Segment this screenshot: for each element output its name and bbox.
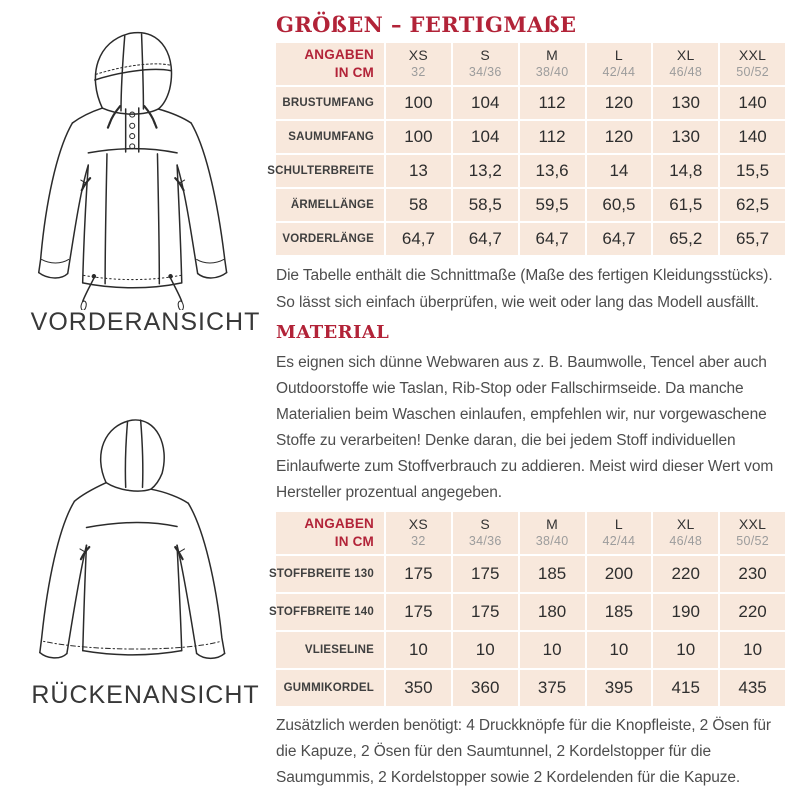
- front-panel-seam-left: [105, 154, 107, 284]
- table-value-cell: 10: [520, 632, 585, 668]
- cuff-left-edge: [39, 273, 68, 278]
- table-value-cell: 190: [653, 594, 718, 630]
- hood-cross-seam: [95, 69, 171, 80]
- table-row-label: GUMMIKORDEL: [276, 670, 384, 706]
- table-value-cell: 180: [520, 594, 585, 630]
- material-section-title: MATERIAL: [276, 322, 390, 343]
- hem-edge: [83, 283, 182, 288]
- table-value-cell: 65,2: [653, 223, 718, 255]
- front-view-drawing: [35, 22, 250, 310]
- table-value-cell: 350: [386, 670, 451, 706]
- table-size-column-header: XL 46/48: [653, 512, 718, 554]
- material-body-text: Es eignen sich dünne Webwaren aus z. B. Baumwolle, Tencel aber auch Outdoorstoffe wie Taslan, Rib-Stop oder Fallschirmseide. Da manche Materialien beim Waschen einlaufen, empfehlen wir, nur vorgewaschene Stoffe zu verarbeiten! Denke daran, die bei jedem Stoff individuellen Einlaufwerte zum Stoffverbrauch zu addieren. Meist wird dieser Wert vom Hersteller prozentual angegeben.: [276, 354, 774, 501]
- back-side-cord-right: [175, 547, 182, 559]
- back-side-cord-left-tip: [80, 549, 85, 552]
- front-panel-seam-right: [157, 154, 159, 284]
- table-value-cell: 130: [653, 87, 718, 119]
- table-value-cell: 360: [453, 670, 518, 706]
- table-value-cell: 104: [453, 87, 518, 119]
- back-yoke-seam: [87, 522, 178, 527]
- table-row-label: VORDERLÄNGE: [276, 223, 384, 255]
- table-value-cell: 112: [520, 121, 585, 153]
- table-value-cell: 13,2: [453, 155, 518, 187]
- hood-back-panel-right: [141, 420, 143, 487]
- table-value-cell: 220: [653, 556, 718, 592]
- table-value-cell: 140: [720, 87, 785, 119]
- hood-back-outline: [101, 420, 165, 489]
- table-value-cell: 60,5: [587, 189, 652, 221]
- hem-cord-right: [171, 278, 182, 301]
- table-value-cell: 58,5: [453, 189, 518, 221]
- table-size-column-header: M 38/40: [520, 43, 585, 85]
- table-value-cell: 58: [386, 189, 451, 221]
- table-value-cell: 230: [720, 556, 785, 592]
- table-value-cell: 100: [386, 87, 451, 119]
- table-value-cell: 14: [587, 155, 652, 187]
- table-size-column-header: XXL 50/52: [720, 43, 785, 85]
- sizes-section-title: GRÖßEN – FERTIGMAßE: [276, 12, 577, 37]
- hem-cord-left: [83, 278, 94, 301]
- table-value-cell: 10: [587, 632, 652, 668]
- table-note-text: Die Tabelle enthält die Schnittmaße (Maße des fertigen Kleidungsstücks). So lässt sich einfach überprüfen, wie weit oder lang das Modell ausfällt.: [276, 267, 773, 311]
- table-value-cell: 10: [453, 632, 518, 668]
- hem-stitch-line: [84, 275, 181, 279]
- shoulder-seam-right: [158, 109, 191, 123]
- table-value-cell: 64,7: [453, 223, 518, 255]
- table-row-label: STOFFBREITE 130: [276, 556, 384, 592]
- shoulder-seam-left: [72, 108, 102, 123]
- table-value-cell: 65,7: [720, 223, 785, 255]
- table-size-column-header: XS 32: [386, 43, 451, 85]
- snap-button-3: [130, 134, 135, 139]
- hood-drawcord-left: [110, 106, 120, 123]
- table-value-cell: 13: [386, 155, 451, 187]
- anorak-front-illustration: [35, 22, 250, 310]
- table-size-column-header: XXL 50/52: [720, 512, 785, 554]
- back-shoulder-left: [74, 483, 106, 502]
- table-value-cell: 10: [653, 632, 718, 668]
- table-row-label: SAUMUMFANG: [276, 121, 384, 153]
- table-value-cell: 435: [720, 670, 785, 706]
- snap-button-2: [130, 123, 135, 128]
- finished-measurements-table: [267, 43, 785, 255]
- table-value-cell: 120: [587, 121, 652, 153]
- table-value-cell: 64,7: [386, 223, 451, 255]
- table-value-cell: 185: [587, 594, 652, 630]
- back-hem-edge: [83, 651, 182, 655]
- table-value-cell: 200: [587, 556, 652, 592]
- table-value-cell: 130: [653, 121, 718, 153]
- table-value-cell: 220: [720, 594, 785, 630]
- back-view-drawing: [35, 408, 250, 674]
- back-side-cord-right-tip: [180, 549, 185, 552]
- table-value-cell: 15,5: [720, 155, 785, 187]
- table-value-cell: 100: [386, 121, 451, 153]
- sleeve-left-outer: [39, 123, 73, 273]
- table-size-column-header: L 42/44: [587, 43, 652, 85]
- table-value-cell: 175: [386, 594, 451, 630]
- table-value-cell: 112: [520, 87, 585, 119]
- table-size-column-header: XL 46/48: [653, 43, 718, 85]
- back-view-label: RÜCKENANSICHT: [31, 681, 260, 709]
- table-value-cell: 14,8: [653, 155, 718, 187]
- back-shoulder-right: [151, 489, 188, 503]
- table-value-cell: 185: [520, 556, 585, 592]
- table-value-cell: 64,7: [520, 223, 585, 255]
- table-value-cell: 104: [453, 121, 518, 153]
- fabric-requirements-table: [268, 512, 785, 706]
- table-size-column-header: S 34/36: [453, 43, 518, 85]
- table-row-label: STOFFBREITE 140: [276, 594, 384, 630]
- hood-panel-seam-right: [142, 34, 144, 109]
- table-value-cell: 395: [587, 670, 652, 706]
- table-value-cell: 375: [520, 670, 585, 706]
- table-value-cell: 61,5: [653, 189, 718, 221]
- table-size-column-header: S 34/36: [453, 512, 518, 554]
- hood-drawcord-right-toggle: [155, 123, 157, 128]
- table-value-cell: 10: [386, 632, 451, 668]
- back-sleeve-left-outer: [40, 501, 75, 652]
- table-size-column-header: M 38/40: [520, 512, 585, 554]
- table-value-cell: 62,5: [720, 189, 785, 221]
- hood-drawcord-right: [144, 106, 154, 123]
- cuff-right-edge: [198, 273, 227, 278]
- back-cuff-right-edge: [197, 653, 225, 658]
- table-header-units-label: ANGABEN IN CM: [276, 43, 384, 85]
- front-view-label: VORDERANSICHT: [30, 308, 261, 336]
- table-value-cell: 64,7: [587, 223, 652, 255]
- table-value-cell: 140: [720, 121, 785, 153]
- table-value-cell: 10: [720, 632, 785, 668]
- table-value-cell: 120: [587, 87, 652, 119]
- table-value-cell: 415: [653, 670, 718, 706]
- hood-back-panel-left: [125, 421, 127, 487]
- notions-text: Zusätzlich werden benötigt: 4 Druckknöpfe für die Knopfleiste, 2 Ösen für die Kapuze, 2 Ösen für den Saumtunnel, 2 Kordelstopper für die Saumgummis, 2 Kordelstopper sowie 2 Kordelenden für die Kapuze.: [276, 717, 771, 786]
- cuff-right-seam: [197, 259, 224, 263]
- sleeve-right-outer: [191, 123, 227, 273]
- table-value-cell: 175: [386, 556, 451, 592]
- table-size-column-header: L 42/44: [587, 512, 652, 554]
- back-cuff-left-edge: [40, 653, 67, 658]
- hood-drawcord-left-toggle: [108, 123, 110, 128]
- hood-back-bottom-edge: [106, 483, 151, 491]
- content-column: [267, 12, 785, 791]
- table-row-label: SCHULTERBREITE: [276, 155, 384, 187]
- anorak-back-illustration: [35, 408, 250, 674]
- table-row-label: BRUSTUMFANG: [276, 87, 384, 119]
- table-value-cell: 175: [453, 594, 518, 630]
- cuff-left-seam: [42, 259, 69, 263]
- table-size-column-header: XS 32: [386, 512, 451, 554]
- table-row-label: VLIESELINE: [276, 632, 384, 668]
- table-value-cell: 175: [453, 556, 518, 592]
- table-header-units-label: ANGABEN IN CM: [276, 512, 384, 554]
- table-row-label: ÄRMELLÄNGE: [276, 189, 384, 221]
- table-value-cell: 13,6: [520, 155, 585, 187]
- table-value-cell: 59,5: [520, 189, 585, 221]
